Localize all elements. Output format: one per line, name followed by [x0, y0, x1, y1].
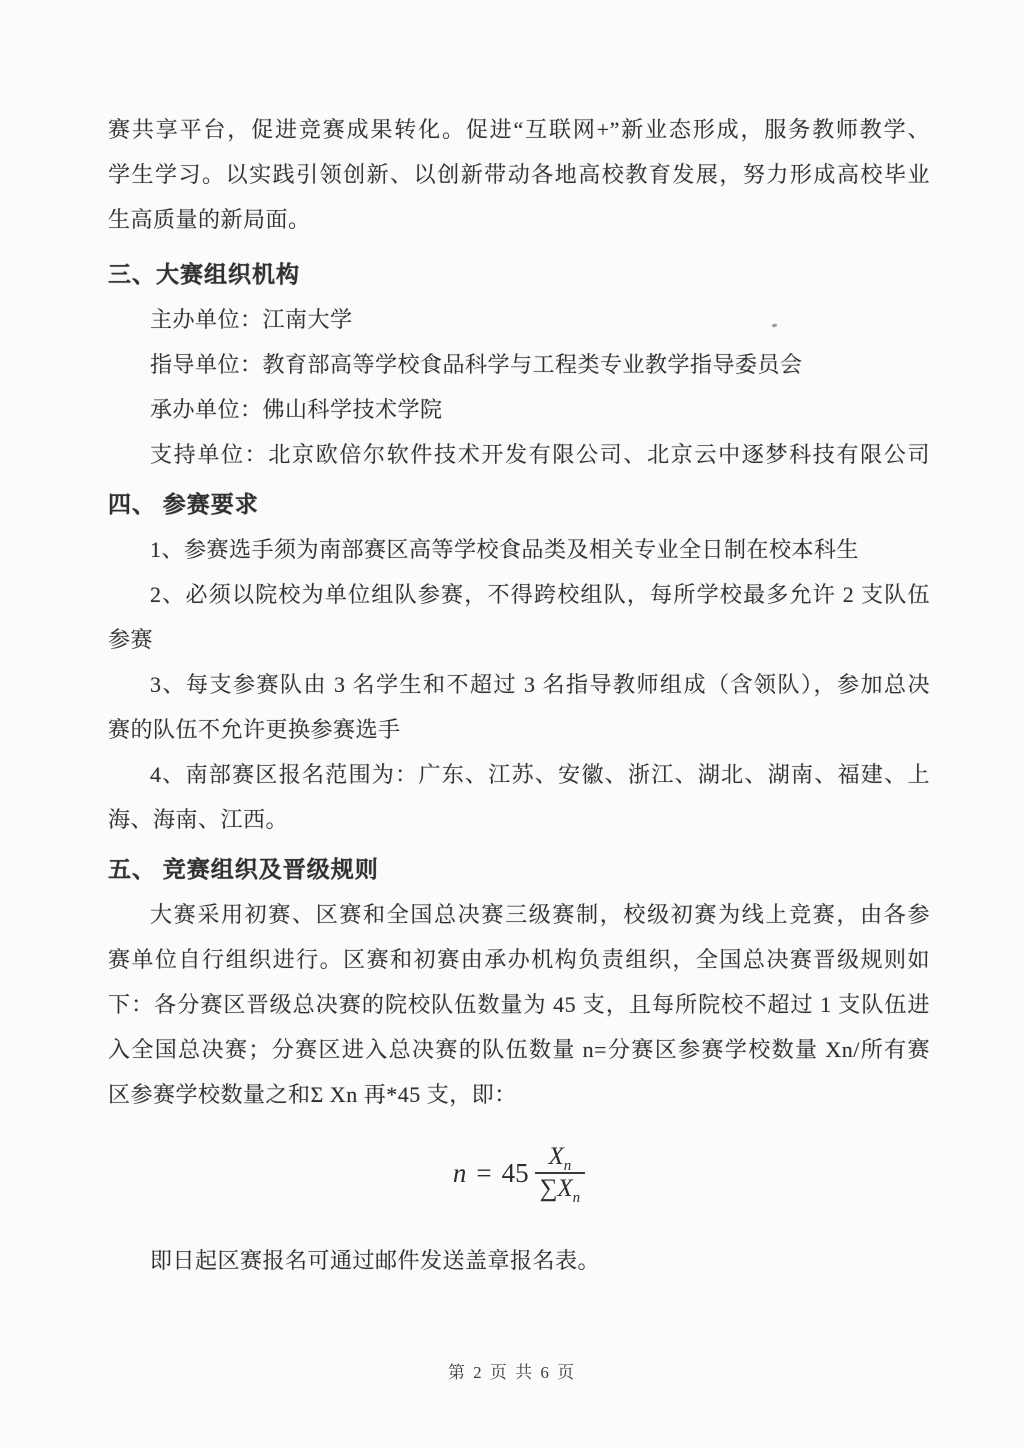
formula-coefficient: 45	[501, 1157, 529, 1188]
requirement-line: 赛的队伍不允许更换参赛选手	[108, 717, 401, 742]
requirement-line: 1、参赛选手须为南部赛区高等学校食品类及相关专业全日制在校本科生	[150, 537, 860, 562]
numerator-subscript: n	[563, 1158, 572, 1174]
requirement-line: 2、必须以院校为单位组队参赛，不得跨校组队，每所学校最多允许 2 支队伍	[150, 582, 930, 607]
section-heading-requirements: 四、 参赛要求	[108, 492, 259, 517]
rule-line: 下：各分赛区晋级总决赛的院校队伍数量为 45 支，且每所院校不超过 1 支队伍进	[108, 992, 930, 1017]
requirement-line: 3、每支参赛队由 3 名学生和不超过 3 名指导教师组成（含领队），参加总决	[150, 672, 930, 697]
denominator-x: X	[557, 1175, 573, 1202]
denominator-subscript: n	[572, 1190, 581, 1206]
sigma-symbol: ∑	[539, 1175, 558, 1202]
org-line-undertaker: 承办单位：佛山科学技术学院	[150, 397, 443, 422]
formula-variable: n	[452, 1157, 467, 1188]
section-heading-organization: 三、大赛组织机构	[108, 262, 300, 287]
formula-fraction	[535, 1142, 586, 1204]
rule-line: 入全国总决赛；分赛区进入总决赛的队伍数量 n=分赛区参赛学校数量 Xn/所有赛	[108, 1037, 930, 1062]
document-body	[108, 107, 930, 1283]
promotion-formula	[108, 1123, 930, 1223]
formula-equals: =	[476, 1157, 492, 1188]
requirement-line: 4、南部赛区报名范围为：广东、江苏、安徽、浙江、湖北、湖南、福建、上	[150, 762, 930, 787]
numerator-x: X	[548, 1143, 564, 1170]
section-heading-promotion-rules: 五、 竞赛组织及晋级规则	[108, 857, 379, 882]
rule-line: 区参赛学校数量之和Σ Xn 再*45 支，即：	[108, 1082, 517, 1107]
closing-line: 即日起区赛报名可通过邮件发送盖章报名表。	[150, 1248, 601, 1273]
org-line-host: 主办单位：江南大学	[150, 307, 353, 332]
formula-denominator	[535, 1172, 586, 1204]
body-line: 生高质量的新局面。	[108, 207, 311, 232]
requirement-line: 海、海南、江西。	[108, 807, 289, 832]
org-line-guidance: 指导单位：教育部高等学校食品科学与工程类专业教学指导委员会	[150, 352, 803, 377]
body-line: 学生学习。以实践引领创新、以创新带动各地高校教育发展，努力形成高校毕业	[108, 162, 930, 187]
rule-line: 赛单位自行组织进行。区赛和初赛由承办机构负责组织，全国总决赛晋级规则如	[108, 947, 930, 972]
org-line-support: 支持单位：北京欧倍尔软件技术开发有限公司、北京云中逐梦科技有限公司	[150, 442, 930, 467]
formula-numerator	[542, 1142, 577, 1172]
page-footer: 第 2 页 共 6 页	[447, 1363, 577, 1382]
rule-line: 大赛采用初赛、区赛和全国总决赛三级赛制，校级初赛为线上竞赛，由各参	[150, 902, 930, 927]
requirement-line: 参赛	[108, 627, 154, 652]
body-line: 赛共享平台，促进竞赛成果转化。促进“互联网+”新业态形成，服务教师教学、	[108, 117, 930, 142]
